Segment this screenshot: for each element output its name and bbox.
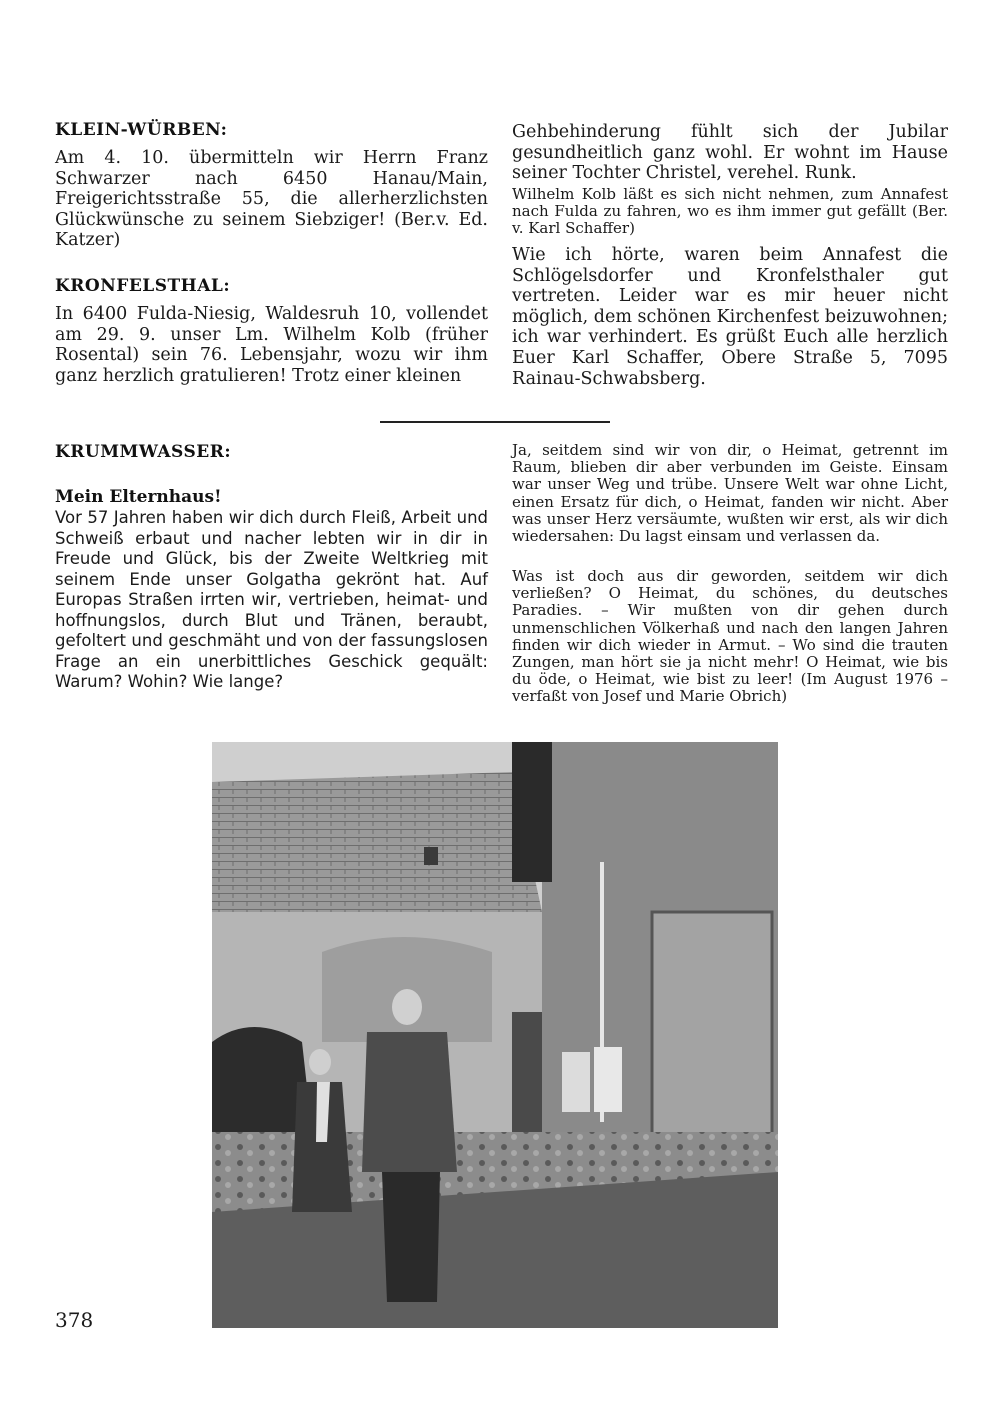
page-number: 378 (55, 1308, 94, 1332)
heading-klein-wurben: KLEIN-WÜRBEN: (55, 120, 228, 140)
photo-scene (212, 742, 778, 1328)
paragraph-kronfelsthal: In 6400 Fulda-Niesig, Waldesruh 10, vollendet am 29. 9. unser Lm. Wilhelm Kolb (früher Rosental) sein 76. Lebensjahr, wozu wir ihm ganz herzlich gratulieren! Trotz einer kleinen (55, 304, 488, 386)
section-divider (380, 421, 610, 423)
paragraph-heimat-2: Was ist doch aus dir geworden, seitdem wir dich verließen? O Heimat, du schönes, du deutsches Paradies. – Wir mußten von dir gehen durch unmenschlichen Völkerhaß und nach den langen Jahren finden wir dich wieder in Armut. – Wo sind die trauten Zungen, man hört sie ja nicht mehr! O Heimat, wie bis du öde, o Heimat, wie bist zu leer! (Im August 1976 – verfaßt von Josef und Marie Obrich) (512, 567, 948, 706)
subheading-mein-elternhaus: Mein Elternhaus! (55, 487, 222, 507)
paragraph-elternhaus: Vor 57 Jahren haben wir dich durch Fleiß, Arbeit und Schweiß erbaut und nacher lebten wir in dir in Freude und Glück, bis der Zweite Weltkrieg mit seinem Ende unser Golgatha gekrönt hat. Auf Europas Straßen irrten wir, vertrieben, heimat- und hoffnungslos, durch Blut und Tränen, beraubt, gefoltert und geschmäht und von der fassungslosen Frage an ein unerbittliches Geschick gequält: Warum? Wohin? Wie lange? (55, 508, 488, 691)
heading-krummwasser: KRUMMWASSER: (55, 442, 232, 462)
heading-kronfelsthal: KRONFELSTHAL: (55, 276, 231, 296)
paragraph-heimat-1: Ja, seitdem sind wir von dir, o Heimat, getrennt im Raum, blieben dir aber verbunden im Geiste. Einsam war unser Weg und trübe. Unsere Welt war ohne Licht, einen Ersatz für dich, o Heimat, fanden wir nicht. Aber was unser Herz versäumte, wußten wir erst, als wir dich wiedersahen: Du lagst einsam und verlassen da. (512, 441, 948, 546)
paragraph-wilhelm-kolb: Wilhelm Kolb läßt es sich nicht nehmen, zum Annafest nach Fulda zu fahren, wo es ihm immer gut gefällt (Ber. v. Karl Schaffer) (512, 185, 948, 238)
photo-elternhaus (212, 742, 778, 1328)
paragraph-gehbehinderung: Gehbehinderung fühlt sich der Jubilar gesundheitlich ganz wohl. Er wohnt im Hause seiner Tochter Christel, verehel. Runk. (512, 122, 948, 184)
paragraph-annafest: Wie ich hörte, waren beim Annafest die Schlögelsdorfer und Kronfelsthaler gut vertreten. Leider war es mir heuer nicht möglich, dem schönen Kirchenfest beizuwohnen; ich war verhindert. Es grüßt Euch alle herzlich Euer Karl Schaffer, Obere Straße 5, 7095 Rainau-Schwabsberg. (512, 245, 948, 389)
paragraph-klein-wurben: Am 4. 10. übermitteln wir Herrn Franz Schwarzer nach 6450 Hanau/Main, Freigerichtsstraße 55, die allerherzlichsten Glückwünsche zu seinem Siebziger! (Ber.v. Ed. Katzer) (55, 148, 488, 251)
